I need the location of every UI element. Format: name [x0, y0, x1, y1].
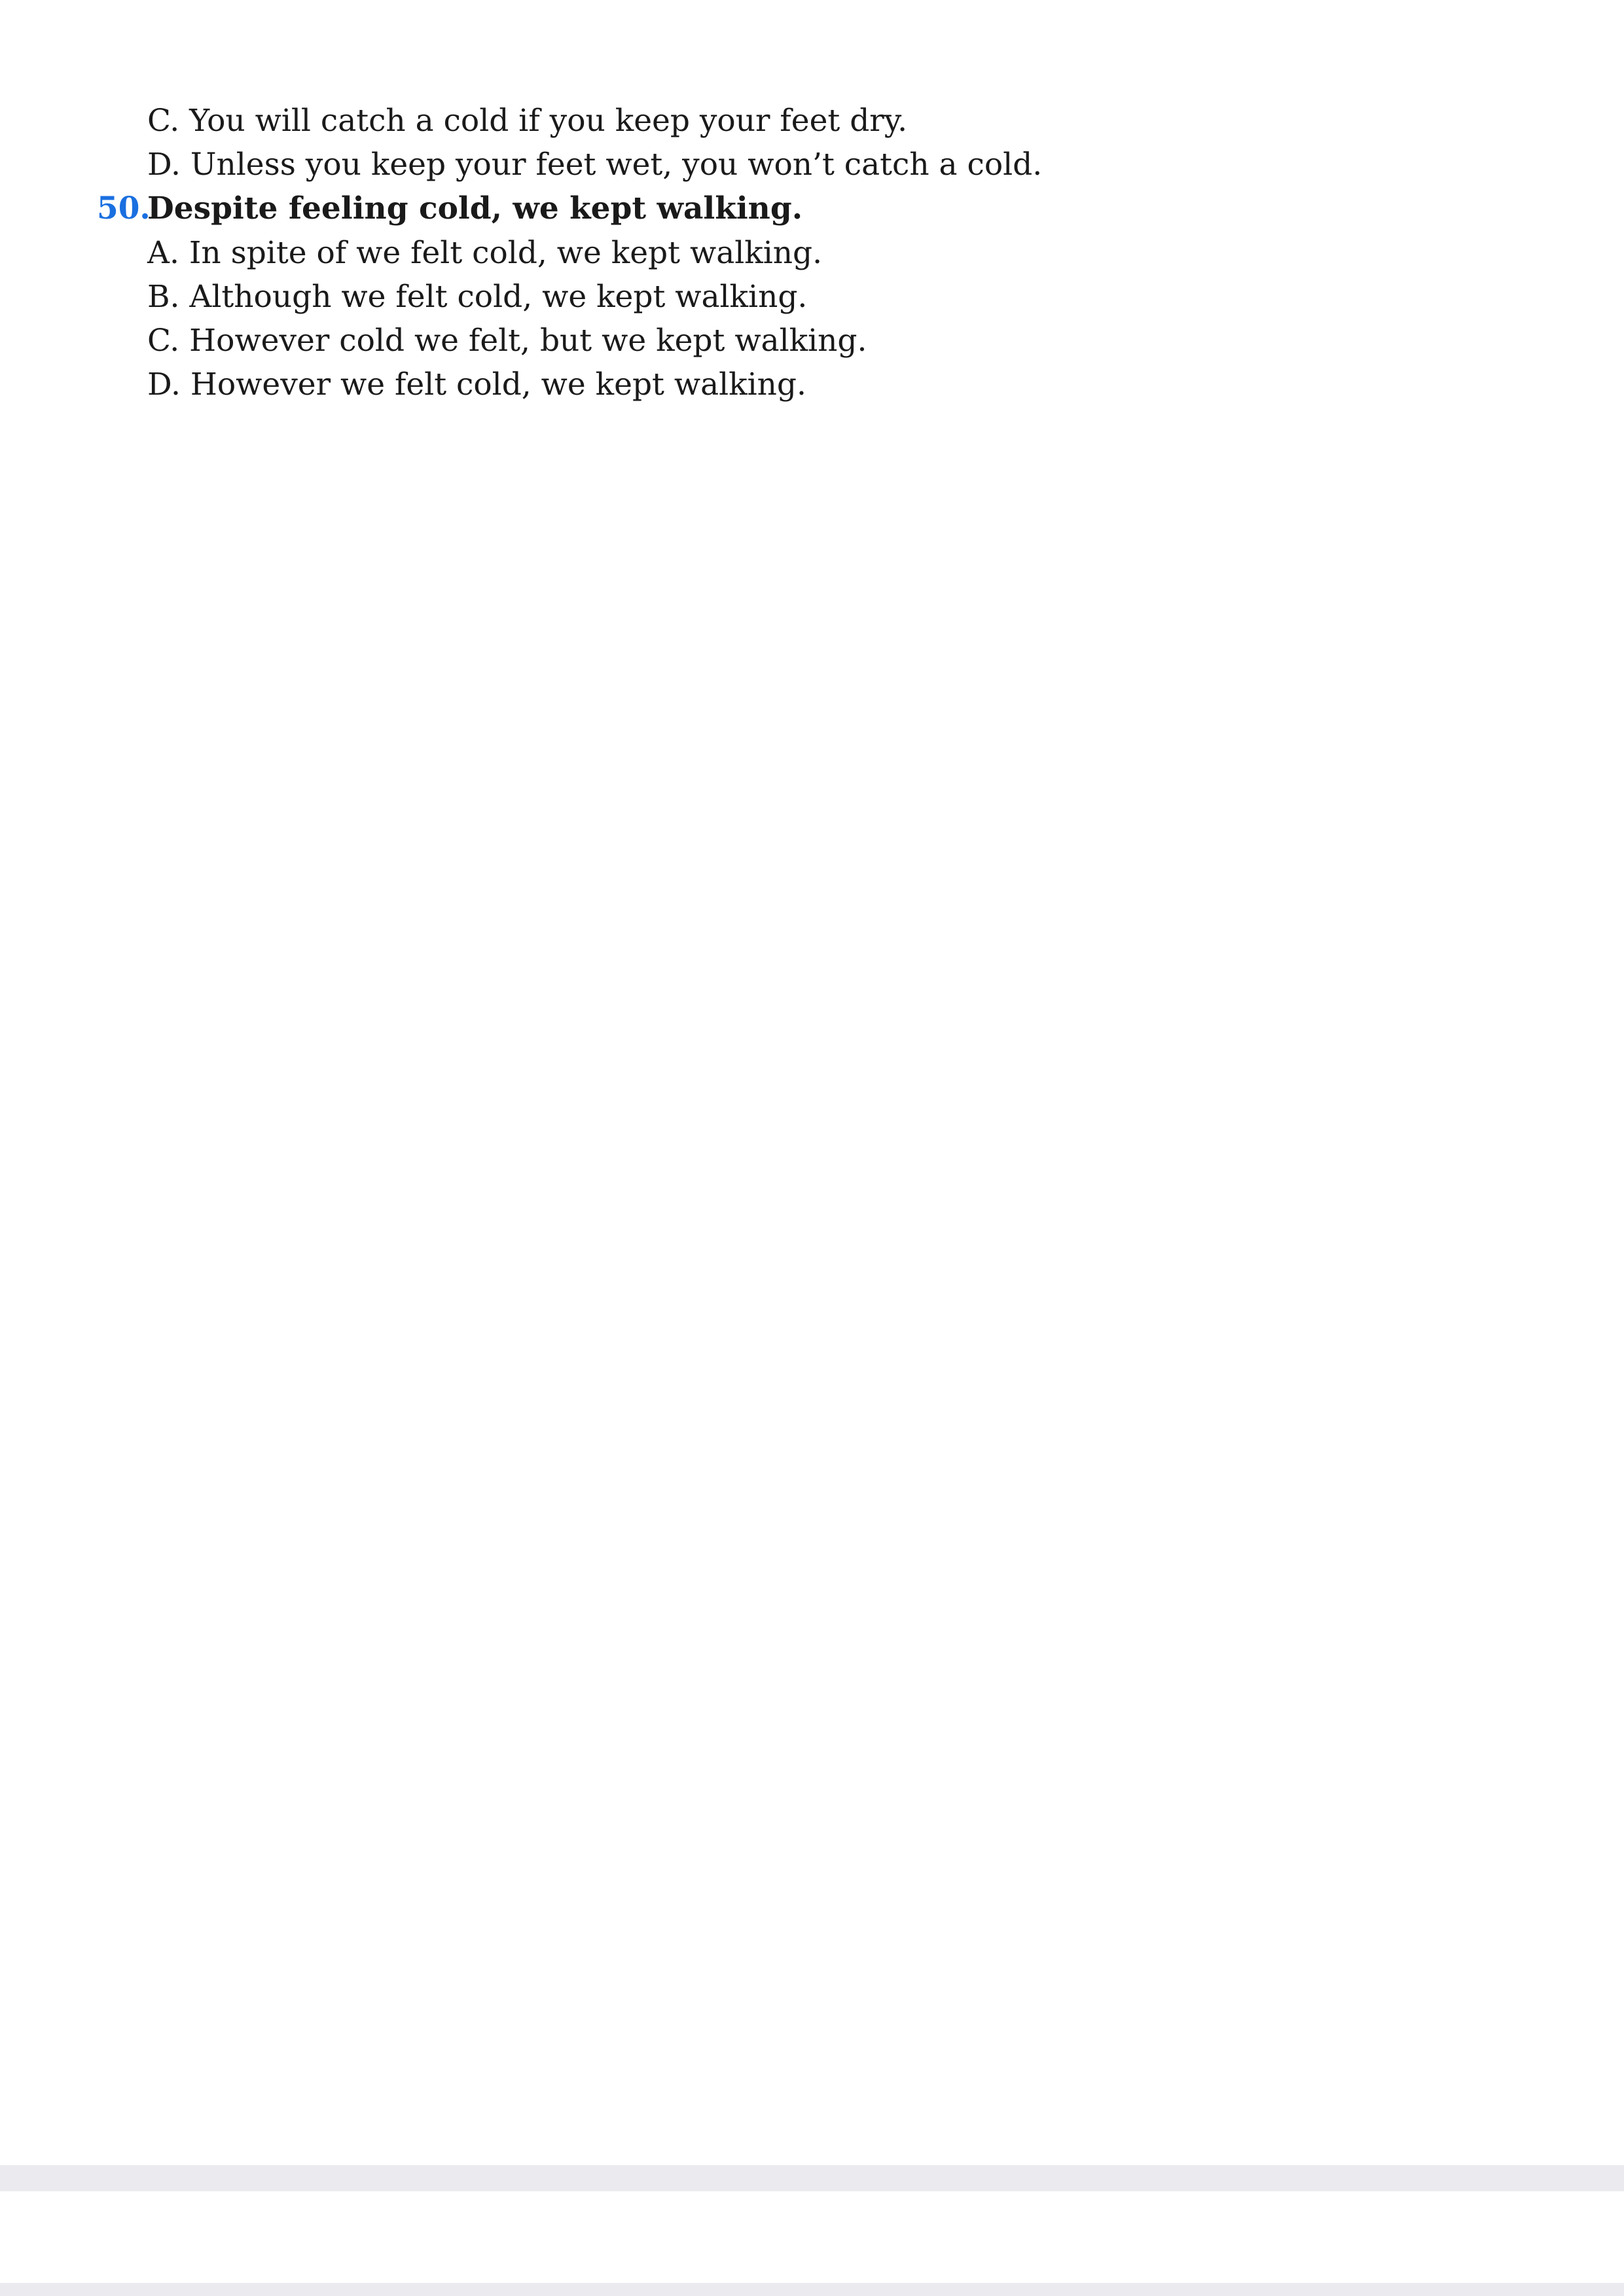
option-d: D. However we felt cold, we kept walking. — [147, 367, 806, 403]
option-a: A. In spite of we felt cold, we kept walking. — [147, 235, 823, 271]
option-c-prev: C. You will catch a cold if you keep your feet dry. — [147, 103, 908, 139]
page-separator-bottom — [0, 2283, 1624, 2296]
option-b: B. Although we felt cold, we kept walking. — [147, 279, 808, 315]
page-separator — [0, 2165, 1624, 2191]
question-number: 50. — [97, 190, 151, 226]
option-d-prev: D. Unless you keep your feet wet, you won’t catch a cold. — [147, 147, 1043, 183]
question-prompt: Despite feeling cold, we kept walking. — [147, 190, 803, 226]
option-c: C. However cold we felt, but we kept walking. — [147, 323, 867, 359]
next-page-top — [0, 2191, 1624, 2283]
